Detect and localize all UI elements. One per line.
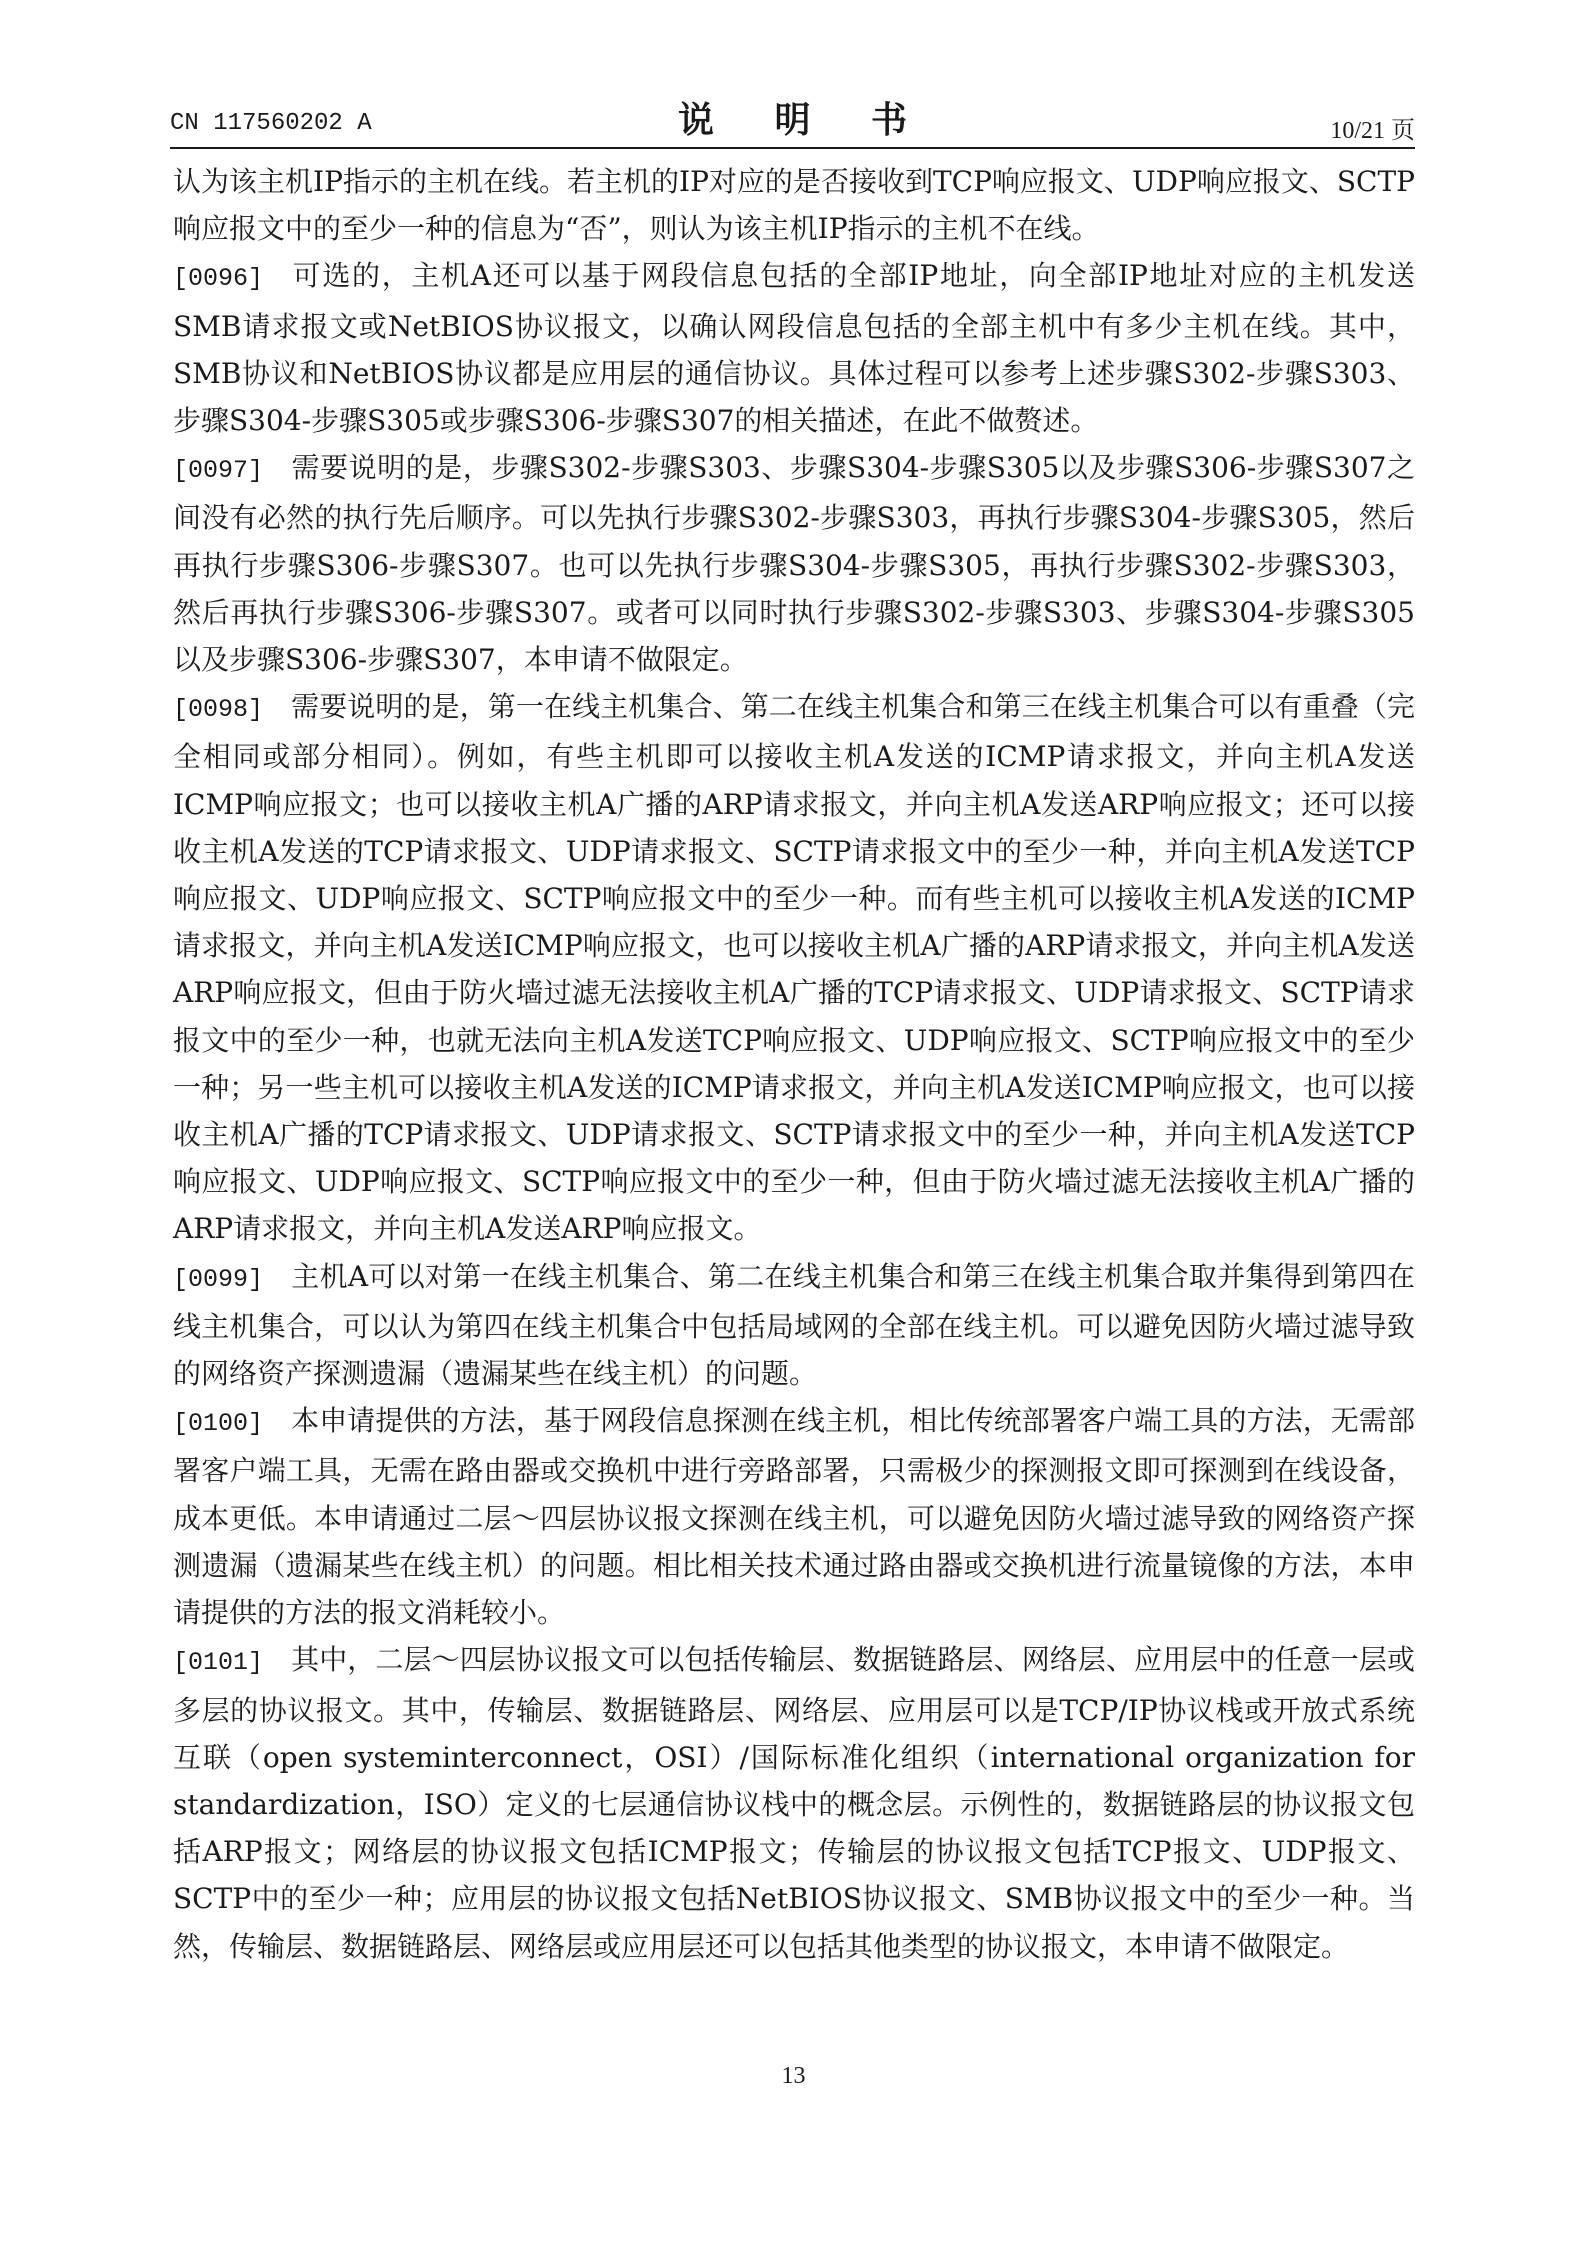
paragraph-0099 bbox=[173, 1253, 1415, 1398]
paragraph-text: 需要说明的是，第一在线主机集合、第二在线主机集合和第三在线主机集合可以有重叠（完全相同或部分相同）。例如，有些主机即可以接收主机A发送的ICMP请求报文，并向主机A发送ICMP响应报文；也可以接收主机A广播的ARP请求报文，并向主机A发送ARP响应报文；还可以接收主机A发送的TCP请求报文、UDP请求报文、SCTP请求报文中的至少一种，并向主机A发送TCP响应报文、UDP响应报文、SCTP响应报文中的至少一种。而有些主机可以接收主机A发送的ICMP请求报文，并向主机A发送ICMP响应报文，也可以接收主机A广播的ARP请求报文，并向主机A发送ARP响应报文，但由于防火墙过滤无法接收主机A广播的TCP请求报文、UDP请求报文、SCTP请求报文中的至少一种，也就无法向主机A发送TCP响应报文、UDP响应报文、SCTP响应报文中的至少一种；另一些主机可以接收主机A发送的ICMP请求报文，并向主机A发送ICMP响应报文，也可以接收主机A广播的TCP请求报文、UDP请求报文、SCTP请求报文中的至少一种，并向主机A发送TCP响应报文、UDP响应报文、SCTP响应报文中的至少一种，但由于防火墙过滤无法接收主机A广播的ARP请求报文，并向主机A发送ARP响应报文。 bbox=[173, 690, 1415, 1246]
page-info: 10/21 页 bbox=[1330, 118, 1415, 144]
paragraph-number: [0098] bbox=[173, 695, 264, 725]
paragraph-text: 本申请提供的方法，基于网段信息探测在线主机，相比传统部署客户端工具的方法，无需部署客户端工具，无需在路由器或交换机中进行旁路部署，只需极少的探测报文即可探测到在线设备，成本更低。本申请通过二层～四层协议报文探测在线主机，可以避免因防火墙过滤导致的网络资产探测遗漏（遗漏某些在线主机）的问题。相比相关技术通过路由器或交换机进行流量镜像的方法，本申请提供的方法的报文消耗较小。 bbox=[173, 1404, 1415, 1630]
paragraph-number: [0096] bbox=[173, 264, 264, 294]
paragraph-number: [0100] bbox=[173, 1409, 264, 1439]
document-title: 说 明 书 bbox=[677, 100, 932, 141]
paragraph-continuation bbox=[173, 158, 1415, 252]
paragraph-0100 bbox=[173, 1397, 1415, 1636]
paragraph-text: 认为该主机IP指示的主机在线。若主机的IP对应的是否接收到TCP响应报文、UDP响应报文、SCTP响应报文中的至少一种的信息为“否”，则认为该主机IP指示的主机不在线。 bbox=[173, 165, 1415, 246]
paragraph-number: [0097] bbox=[173, 456, 264, 486]
paragraph-0098 bbox=[173, 683, 1415, 1252]
paragraph-0101 bbox=[173, 1636, 1415, 1969]
description-body bbox=[173, 158, 1415, 1970]
paragraph-text: 需要说明的是，步骤S302-步骤S303、步骤S304-步骤S305以及步骤S306-步骤S307之间没有必然的执行先后顺序。可以先执行步骤S302-步骤S303，再执行步骤S304-步骤S305，然后再执行步骤S306-步骤S307。也可以先执行步骤S304-步骤S305，再执行步骤S302-步骤S303，然后再执行步骤S306-步骤S307。或者可以同时执行步骤S302-步骤S303、步骤S304-步骤S305以及步骤S306-步骤S307，本申请不做限定。 bbox=[173, 451, 1415, 677]
paragraph-0096 bbox=[173, 252, 1415, 444]
paragraph-number: [0101] bbox=[173, 1648, 264, 1678]
paragraph-text: 可选的，主机A还可以基于网段信息包括的全部IP地址，向全部IP地址对应的主机发送SMB请求报文或NetBIOS协议报文，以确认网段信息包括的全部主机中有多少主机在线。其中，SMB协议和NetBIOS协议都是应用层的通信协议。具体过程可以参考上述步骤S302-步骤S303、步骤S304-步骤S305或步骤S306-步骤S307的相关描述，在此不做赘述。 bbox=[173, 259, 1415, 438]
document-number: CN 117560202 A bbox=[170, 110, 372, 137]
paragraph-text: 主机A可以对第一在线主机集合、第二在线主机集合和第三在线主机集合取并集得到第四在线主机集合，可以认为第四在线主机集合中包括局域网的全部在线主机。可以避免因防火墙过滤导致的网络资产探测遗漏（遗漏某些在线主机）的问题。 bbox=[173, 1259, 1415, 1391]
paragraph-0097 bbox=[173, 444, 1415, 683]
paragraph-number: [0099] bbox=[173, 1264, 264, 1294]
header-divider bbox=[170, 147, 1415, 149]
page-number: 13 bbox=[781, 2063, 806, 2089]
page-header bbox=[170, 92, 1415, 148]
paragraph-text: 其中，二层～四层协议报文可以包括传输层、数据链路层、网络层、应用层中的任意一层或多层的协议报文。其中，传输层、数据链路层、网络层、应用层可以是TCP/IP协议栈或开放式系统互联（open systeminterconnect，OSI）/国际标准化组织（international organization for standardization，ISO）定义的七层通信协议栈中的概念层。示例性的，数据链路层的协议报文包括ARP报文；网络层的协议报文包括ICMP报文；传输层的协议报文包括TCP报文、UDP报文、SCTP中的至少一种；应用层的协议报文包括NetBIOS协议报文、SMB协议报文中的至少一种。当然，传输层、数据链路层、网络层或应用层还可以包括其他类型的协议报文，本申请不做限定。 bbox=[173, 1643, 1415, 1963]
